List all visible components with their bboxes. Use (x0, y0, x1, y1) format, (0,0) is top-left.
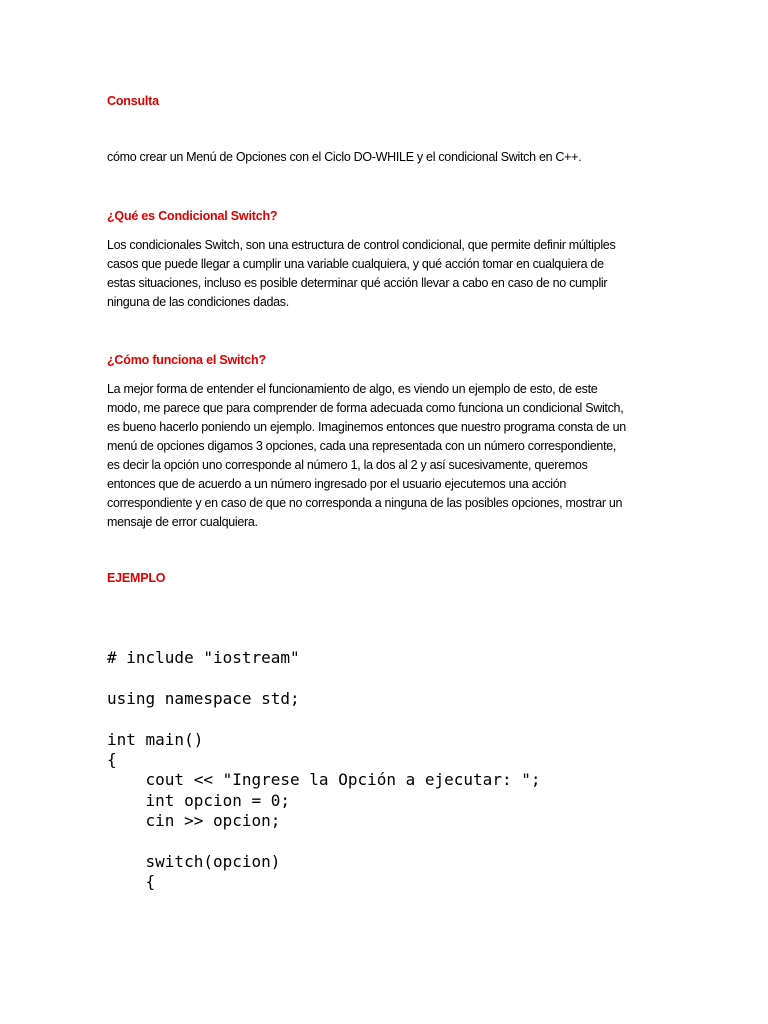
paragraph-line: es decir la opción uno corresponde al número 1, la dos al 2 y así sucesivamente, queremos (107, 458, 588, 472)
code-line: switch(opcion) (107, 851, 281, 871)
heading-ejemplo: EJEMPLO (107, 571, 166, 585)
code-block (107, 648, 540, 893)
paragraph-line: es bueno hacerlo poniendo un ejemplo. Imaginemos entonces que nuestro programa consta de un (107, 420, 626, 434)
code-line: { (107, 749, 117, 769)
code-line: int main() (107, 729, 204, 749)
code-line: cin >> opcion; (107, 811, 281, 831)
heading-que-es-switch: ¿Qué es Condicional Switch? (107, 209, 278, 223)
code-line: using namespace std; (107, 688, 300, 708)
paragraph-line: ninguna de las condiciones dadas. (107, 295, 289, 309)
paragraph-line: La mejor forma de entender el funcionamiento de algo, es viendo un ejemplo de esto, de este (107, 382, 598, 396)
heading-consulta: Consulta (107, 94, 159, 108)
code-line (107, 709, 540, 729)
code-line (107, 668, 540, 688)
code-line: int opcion = 0; (107, 790, 291, 810)
funciona-paragraph (107, 380, 667, 532)
paragraph-line: mensaje de error cualquiera. (107, 515, 258, 529)
paragraph-line: modo, me parece que para comprender de forma adecuada como funciona un condicional Switch, (107, 401, 624, 415)
code-line: cout << "Ingrese la Opción a ejecutar: "; (107, 770, 541, 790)
code-line: # include "iostream" (107, 648, 300, 667)
intro-text: cómo crear un Menú de Opciones con el Ciclo DO-WHILE y el condicional Switch en C++. (107, 150, 582, 164)
paragraph-line: menú de opciones digamos 3 opciones, cada una representada con un número correspondiente, (107, 439, 617, 453)
paragraph-line: entonces que de acuerdo a un número ingresado por el usuario ejecutemos una acción (107, 477, 567, 491)
paragraph-line: estas situaciones, incluso es posible determinar qué acción llevar a cabo en caso de no cumplir (107, 276, 608, 290)
code-line (107, 832, 540, 852)
paragraph-line: casos que puede llegar a cumplir una variable cualquiera, y qué acción tomar en cualquiera de (107, 257, 604, 271)
switch-paragraph (107, 236, 667, 312)
paragraph-line: Los condicionales Switch, son una estructura de control condicional, que permite definir múltiples (107, 238, 616, 252)
paragraph-line: correspondiente y en caso de que no corresponda a ninguna de las posibles opciones, mostrar un (107, 496, 623, 510)
heading-como-funciona: ¿Cómo funciona el Switch? (107, 353, 266, 367)
code-line: { (107, 872, 156, 892)
